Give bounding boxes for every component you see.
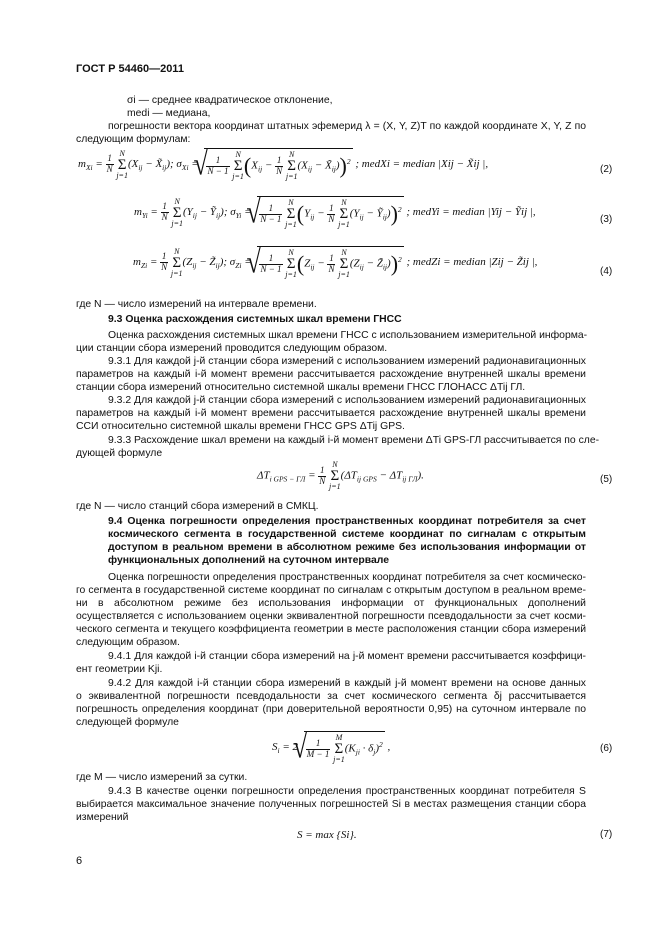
text-line: ент геометрии Kji. xyxy=(76,664,163,675)
text-line: 9.3.1 Для каждой j-й станции сбора измерений с использованием измерений радионавигационных xyxy=(108,356,586,367)
text-line: 9.4.3 В качестве оценки погрешности определения пространственных координат потребителя S xyxy=(108,786,586,797)
text-line: ции станции сбора измерений проводится следующим образом. xyxy=(76,343,388,354)
equation-number: (5) xyxy=(600,474,613,485)
text-line: 9.3.3 Расхождение шкал времени на каждый i-й момент времени ΔTi GPS-ГЛ рассчитывается по сле- xyxy=(108,435,600,446)
equation-6: $S_i = 2$ √ $\frac{1}{M - 1}$ M Σ $j=1(K_{ji} \cdot \delta_j)^2$ , xyxy=(272,731,390,764)
text-line: измерений xyxy=(76,812,129,823)
text-line: σi — среднее квадратическое отклонение, xyxy=(127,95,333,106)
text-line: где N — число станций сбора измерений в СМКЦ. xyxy=(76,501,319,512)
text-line: 9.4.1 Для каждой i-й станции сбора измерений на j-й момент времени рассчитывается коэффици- xyxy=(108,651,586,662)
equation-number: (2) xyxy=(600,164,613,175)
section-heading-9-4: функциональных дополнений на суточном интервале xyxy=(108,555,389,566)
text-line: следующей формуле xyxy=(76,717,179,728)
text-line: выбирается максимальное значение полученных погрешностей Si в местах размещения станции сбора xyxy=(76,799,586,810)
text-line: осуществляется с использованием оценки эквивалентной погрешности псевдодальности за счет косми- xyxy=(76,611,586,622)
text-line: ССИ относительно системной шкалы времени ГНСС GPS ΔTij GPS. xyxy=(76,421,405,432)
equation-4: $m_{Zi}$ = $\frac{1}{N}$ N Σ $j=1(Z_{ij}$ − $Z̃_{ij}$); $\sigma_{Zi}$ = √ $\frac{1}{N - 1}$ N Σ $j=1(Z_{ij}$ − $\frac{1}{N}$ N Σ $j=1(Z_{ij}$ − $Z̃_{ij}))^2$ ; medZi = median |Zij − Z̃ij |, xyxy=(133,246,537,279)
page-number: 6 xyxy=(76,855,83,867)
equation-4-median: ; medZi = median |Zij − Z̃ij |, xyxy=(406,256,538,269)
text-line: ческого сегмента и текущего коэффициента геометрии в месте расположения станции сбора измерений xyxy=(76,624,586,635)
text-line: погрешность определения координат (при доверительной вероятности 0,95) на суточном интервале по xyxy=(76,704,586,715)
text-line: го сегмента в государственной системе координат по сигналам с открытым доступом в реальном време- xyxy=(76,585,586,596)
text-line: 9.4.2 Для каждой i-й станции сбора измерений в каждый j-й момент времени на основе данных xyxy=(108,678,586,689)
text-line: где M — число измерений за сутки. xyxy=(76,772,248,783)
text-line: станции сбора измерений относительно системной шкалы времени ГНСС ГЛОНАСС ΔTij ГЛ. xyxy=(76,382,526,393)
doc-header: ГОСТ Р 54460—2011 xyxy=(76,63,184,75)
text-line: 9.3.2 Для каждой j-й станции сбора измерений с использованием измерений радионавигационных xyxy=(108,395,586,406)
text-line: medi — медиана, xyxy=(127,108,211,119)
equation-3-median: ; medYi = median |Yij − Ỹij |, xyxy=(406,206,536,219)
equation-5: $\Delta T_{i GPS - ГЛ}$ = $\frac{1}{N}$ N Σ $j=1(\Delta T_{ij GPS} - \Delta T_{ij ГЛ})$. xyxy=(257,460,424,492)
text-line: параметров на каждый i-й момент времени рассчитывается расхождение внутренней шкалы времени xyxy=(76,369,586,380)
equation-number: (6) xyxy=(600,743,613,754)
text-line: следующим формулам: xyxy=(76,134,191,145)
equation-3: $m_{Yi}$ = $\frac{1}{N}$ N Σ $j=1(Y_{ij}$ − Ỹ$_{ij}$); $\sigma_{Yi}$ = √ $\frac{1}{N - 1}$ N Σ $j=1(Y_{ij}$ − $\frac{1}{N}$ N Σ $j=1(Y_{ij}$ − Ỹ$_{ij}$))$^2$ ; medYi = median |Yij − Ỹij |, xyxy=(134,196,536,229)
section-heading-9-3: 9.3 Оценка расхождения системных шкал времени ГНСС xyxy=(108,314,402,325)
text-line: дующей формуле xyxy=(76,448,163,459)
text-line: погрешности вектора координат штатных эфемерид λ = (X, Y, Z)T по каждой координате X, Y, Z по xyxy=(108,121,586,132)
text-line: Оценка расхождения системных шкал времени ГНСС с использованием измерительной информа- xyxy=(108,330,588,341)
equation-7: S = max {Si}. xyxy=(297,829,357,841)
text-line: о эквивалентной погрешности псевдодальности за счет космического сегмента δj рассчитывается xyxy=(76,691,586,702)
text-line: где N — число измерений на интервале времени. xyxy=(76,299,317,310)
section-heading-9-4: космического сегмента в государственной системе координат по сигналам с открытым xyxy=(108,529,586,540)
text-line: параметров на каждый i-й момент времени рассчитывается расхождение внутренней шкалы времени xyxy=(76,408,586,419)
text-line: Оценка погрешности определения пространственных координат потребителя за счет космическо- xyxy=(108,572,586,583)
equation-2-median: ; medXi = median |Xij − X̃ij |, xyxy=(355,158,489,171)
text-line: следующим образом. xyxy=(76,637,180,648)
equation-number: (4) xyxy=(600,266,613,277)
equation-number: (3) xyxy=(600,214,613,225)
section-heading-9-4: 9.4 Оценка погрешности определения пространственных координат потребителя за счет xyxy=(108,516,586,527)
section-heading-9-4: доступом в реальном времени в абсолютном режиме без использования информации от xyxy=(108,542,586,553)
equation-number: (7) xyxy=(600,829,613,840)
text-line: ни в абсолютном режиме без использования информации от функциональных дополнений xyxy=(76,598,586,609)
equation-2: $m_{Xi}$ = $\frac{1}{N}$ N Σ $j=1(X_{ij}$ − $X̃_{ij}$); $\sigma_{Xi}$ = √ $\frac{1}{N - 1}$ N Σ $j=1(X_{ij}$ − $\frac{1}{N}$ N Σ $j=1(X_{ij}$ − $X̃_{ij}))^2$ ; medXi = median |Xij − X̃ij |, xyxy=(78,148,488,181)
